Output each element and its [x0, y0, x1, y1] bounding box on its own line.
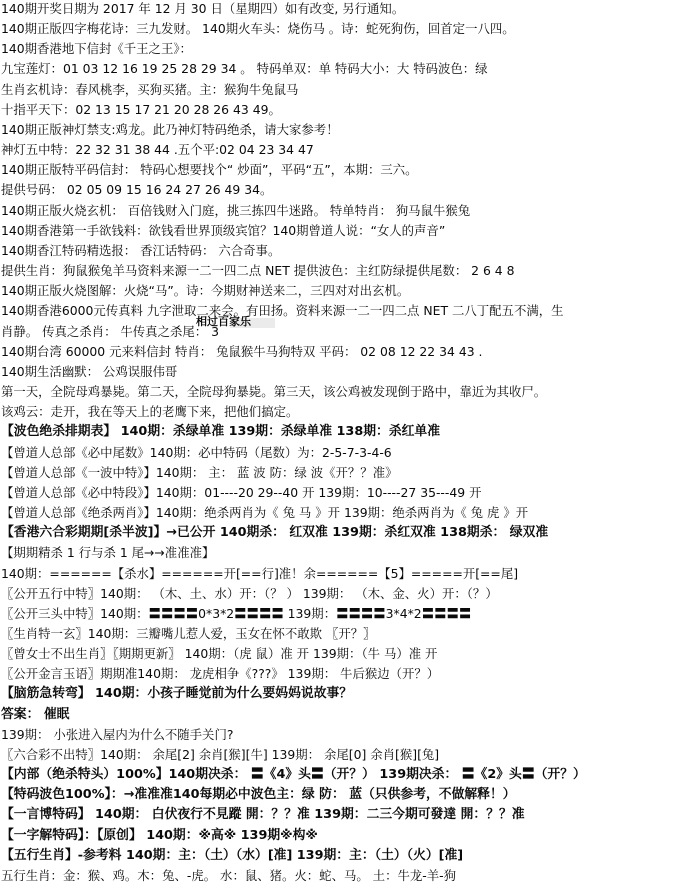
- text-line: 【内部（绝杀特头）100%】140期决杀： 〓《4》头〓（开？） 139期决杀： 〓《2》头〓（开？）: [1, 767, 586, 783]
- text-line: 【波色绝杀排期表】 140期：杀绿单准 139期：杀绿单准 138期：杀红单准: [1, 424, 441, 440]
- text-line: 140期：======【杀水】======开[==行]准！余======【5】=====开[==尾]: [1, 565, 519, 581]
- text-line: 该鸡云：走开，我在等天上的老鹰下来，把他们搞定。: [1, 404, 299, 420]
- text-line: 140期开奖日期为 2017 年 12 月 30 日（星期四）如有改变, 另行通知。: [1, 1, 405, 16]
- text-line: 第一天，全院母鸡暴毙。第二天，全院母狗暴毙。第三天，该公鸡被发现倒于路中，靠近为其收尸。: [1, 384, 547, 400]
- text-line: 【曾道人总部《必中特段》】140期：01----20 29--40 开 139期：10----27 35---49 开: [1, 484, 482, 500]
- text-line: 神灯五中特：22 32 31 38 44 .五个平:02 04 23 34 47: [1, 142, 314, 158]
- text-line: 140期正版特平码信封： 特码心想要找个“ 炒面”，平码“五”，本期：三六。: [1, 162, 418, 178]
- text-line: 〖生肖特一玄〗140期：三瓣嘴儿惹人爱，玉女在怀不敢欺 〖开？〗: [1, 625, 376, 641]
- text-line: 五行生肖：金：猴、鸡。木：兔、-虎。 水：鼠、猪。火：蛇、马。 土：牛龙-羊-狗: [1, 867, 456, 883]
- text-line: 【曾道人总部《绝杀两肖》】140期：绝杀两肖为《 兔 马 》开 139期：绝杀两肖为《 兔 虎 》开: [1, 505, 529, 521]
- text-line: 答案： 催眠: [1, 706, 70, 722]
- text-line: 【香港六合彩期期[杀半波]】→已公开 140期杀： 红双准 139期：杀红双准 138期杀： 绿双准: [1, 525, 549, 541]
- text-line: 140期正版火烧图解：火烧“马”。诗：今期财神送来二，三四对对出玄机。: [1, 283, 410, 299]
- text-line: 提供生肖：狗鼠猴兔羊马资料来源一二一四二点 NET 提供波色：主红防绿提供尾数： 2 6 4 8: [1, 263, 515, 279]
- text-line: 140期正版火烧玄机： 百倍钱财入门庭，挑三拣四牛迷路。 特单特肖： 狗马鼠牛猴兔: [1, 202, 471, 218]
- text-line: 140期生活幽默： 公鸡误服伟哥: [1, 363, 178, 379]
- text-line: 139期： 小张进入屋内为什么不随手关门?: [1, 726, 234, 742]
- text-line: 【曾道人总部《一波中特》】140期： 主： 蓝 波 防：绿 波《开？？准》: [1, 464, 398, 480]
- text-line: 生肖玄机诗：春风桃李，买狗买猪。主：猴狗牛兔鼠马: [1, 81, 299, 97]
- text-line: 140期正版神灯禁支:鸡龙。此乃神灯特码绝杀，请大家参考！: [1, 121, 339, 137]
- text-line: 140期台湾 60000 元来料信封 特肖： 兔鼠猴牛马狗特双 平码： 02 08 12 22 34 43 .: [1, 343, 483, 359]
- text-line: 〖公开三头中特〗140期：〓〓〓〓0*3*2〓〓〓〓 139期：〓〓〓〓3*4*2〓〓〓〓: [1, 605, 472, 621]
- text-line: 【五行生肖】-参考料 140期：主：（土）（水）[准] 139期：主：（土）（火）[准]: [1, 847, 464, 863]
- text-line: 【特码波色100%】：→准准准140每期必中波色主：绿 防： 蓝（只供参考，不做解释！）: [1, 787, 516, 803]
- text-line: 【脑筋急转弯】 140期：小孩子睡觉前为什么要妈妈说故事？: [1, 686, 353, 702]
- text-line: 提供号码： 02 05 09 15 16 24 27 26 49 34。: [1, 182, 273, 198]
- text-line: 〖六合彩不出特〗140期： 余尾[2] 余肖[猴][牛] 139期： 余尾[0] 余肖[猴][兔]: [1, 746, 440, 762]
- overlay-stamp-text: 相过百家乐: [196, 315, 251, 328]
- text-line: 【期期精杀 1 行与杀 1 尾→→准准准】: [1, 545, 215, 561]
- text-line: 【曾道人总部《必中尾数》140期：必中特码（尾数）为：2-5-7-3-4-6: [1, 444, 392, 460]
- text-line: 【一言博特码】 140期： 白伏夜行不見蹤 開：？？准 139期：二三今期可發達 開：？？准: [1, 807, 525, 823]
- text-line: 九宝莲灯：01 03 12 16 19 25 28 29 34 。 特码单双：单 特码大小：大 特码波色：绿: [1, 61, 488, 77]
- text-line: 140期香江特码精选报： 香江话特码： 六合奇事。: [1, 242, 281, 258]
- text-line: 十指平天下：02 13 15 17 21 20 28 26 43 49。: [1, 101, 281, 117]
- text-line: 〖公开五行中特〗140期： （木、土、水）开：（？ ） 139期： （木、金、火）开：（？）: [1, 585, 498, 601]
- text-line: 140期香港地下信封《千王之王》：: [1, 41, 192, 57]
- text-line: 〖公开金言玉语〗期期准140期： 龙虎相争《???》 139期： 牛后猴边（开？）: [1, 666, 440, 682]
- text-line: 肖静。 传真之杀肖： 牛传真之杀尾： 3: [1, 323, 219, 339]
- text-line: 140期香港第一手欲钱料：欲钱看世界顶级宾馆？140期曾道人说：“女人的声音”: [1, 222, 446, 238]
- text-line: 〖曾女士不出生肖〗〖期期更新〗 140期：（虎 鼠）准 开 139期：（牛 马）准 开: [1, 646, 438, 662]
- text-line: 【一字解特码】：【原创】 140期：※高※ 139期※构※: [1, 827, 318, 843]
- text-line: 140期正版四字梅花诗：三九发财。 140期火车头：烧伤马 。诗：蛇死狗伤，回首定一八四。: [1, 21, 515, 37]
- text-line: 140期香港6000元传真料 九字泄取二来会。有田扬。资料来源一二一四二点 NET 二八丁配五不满，生: [1, 303, 564, 319]
